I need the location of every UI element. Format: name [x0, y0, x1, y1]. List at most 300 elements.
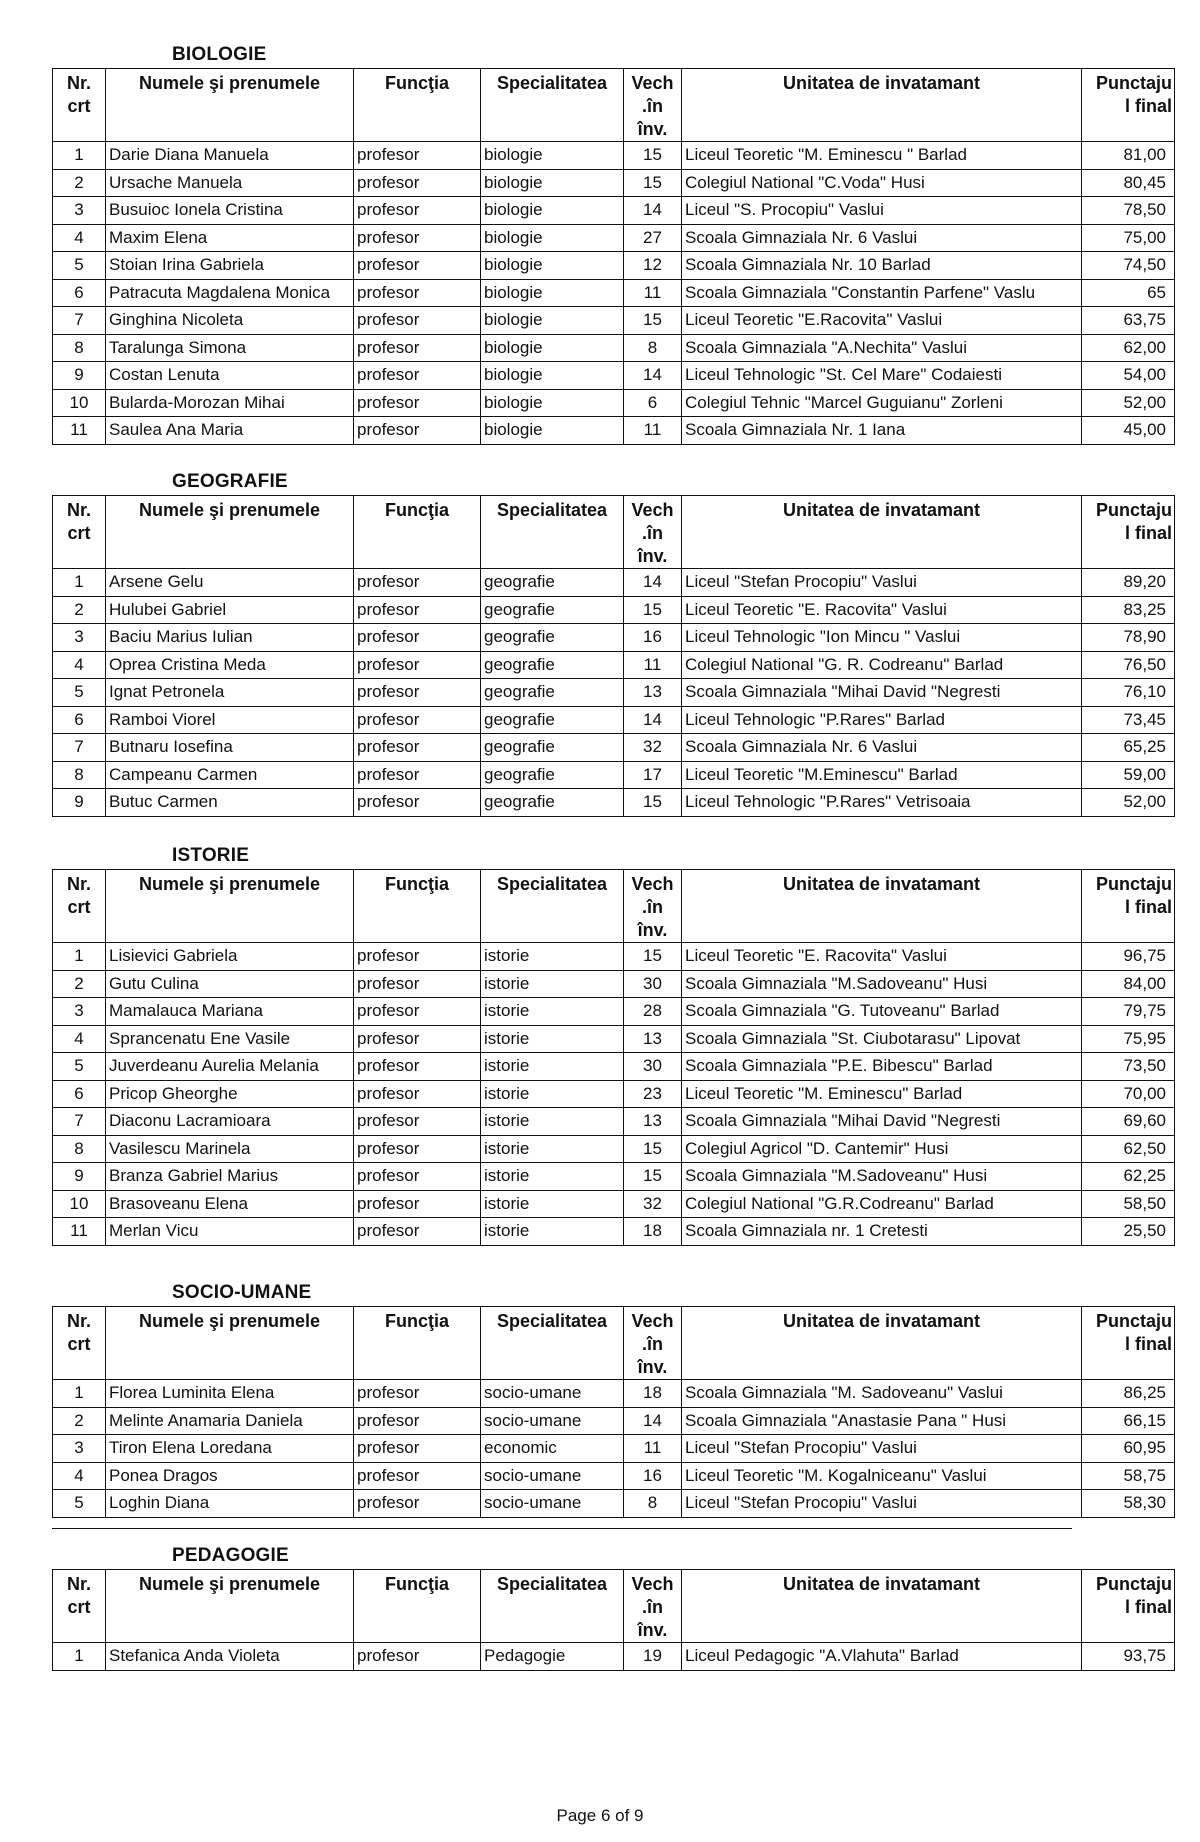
header-nr-crt-label: crt [67, 523, 91, 543]
header-school-label: Unitatea de invatamant [782, 874, 981, 894]
score-cell: 78,90 [1082, 624, 1175, 652]
row-number: 5 [53, 1490, 106, 1518]
header-score-label: l final [1124, 1334, 1172, 1354]
specialty-cell: geografie [481, 789, 624, 817]
function-cell: profesor [354, 389, 481, 417]
header-seniority-label: Vech [631, 1574, 674, 1594]
score-cell: 93,75 [1082, 1643, 1175, 1671]
header-function [354, 69, 481, 142]
header-seniority-label: înv. [637, 119, 668, 139]
score-cell: 78,50 [1082, 197, 1175, 225]
specialty-cell: istorie [481, 1135, 624, 1163]
function-cell: profesor [354, 789, 481, 817]
school-cell: Liceul Tehnologic "St. Cel Mare" Codaiesti [682, 362, 1082, 390]
header-school [682, 1570, 1082, 1643]
teacher-name: Brasoveanu Elena [106, 1190, 354, 1218]
row-number: 5 [53, 1053, 106, 1081]
header-nr-crt [53, 1570, 106, 1643]
score-cell: 75,00 [1082, 224, 1175, 252]
school-cell: Liceul Teoretic "M. Kogalniceanu" Vaslui [682, 1462, 1082, 1490]
row-number: 10 [53, 1190, 106, 1218]
function-cell: profesor [354, 761, 481, 789]
table-row [53, 417, 1175, 445]
header-specialty [481, 870, 624, 943]
specialty-cell: geografie [481, 761, 624, 789]
function-cell: profesor [354, 679, 481, 707]
specialty-cell: biologie [481, 142, 624, 170]
score-cell: 96,75 [1082, 943, 1175, 971]
row-number: 4 [53, 1462, 106, 1490]
row-number: 6 [53, 706, 106, 734]
table-row [53, 1053, 1175, 1081]
results-table [52, 495, 1175, 817]
teacher-name: Oprea Cristina Meda [106, 651, 354, 679]
header-function-label: Funcţia [384, 73, 449, 93]
header-nr-crt [53, 496, 106, 569]
seniority-cell: 14 [624, 569, 682, 597]
header-name [106, 1570, 354, 1643]
header-score-label: l final [1124, 523, 1172, 543]
specialty-cell: istorie [481, 1025, 624, 1053]
row-number: 8 [53, 1135, 106, 1163]
specialty-cell: biologie [481, 279, 624, 307]
divider-line [52, 1528, 1072, 1529]
header-specialty-label: Specialitatea [496, 1574, 608, 1594]
function-cell: profesor [354, 651, 481, 679]
seniority-cell: 12 [624, 252, 682, 280]
score-cell: 83,25 [1082, 596, 1175, 624]
specialty-cell: geografie [481, 569, 624, 597]
header-name-label: Numele şi prenumele [138, 1574, 321, 1594]
score-cell: 62,25 [1082, 1163, 1175, 1191]
header-seniority-label: Vech [631, 500, 674, 520]
function-cell: profesor [354, 1462, 481, 1490]
seniority-cell: 13 [624, 1108, 682, 1136]
header-function-label: Funcţia [384, 874, 449, 894]
header-nr-crt-label: Nr. [66, 500, 91, 520]
header-function-label: Funcţia [384, 500, 449, 520]
row-number: 8 [53, 761, 106, 789]
header-school [682, 69, 1082, 142]
row-number: 1 [53, 943, 106, 971]
row-number: 2 [53, 596, 106, 624]
row-number: 3 [53, 197, 106, 225]
teacher-name: Juverdeanu Aurelia Melania [106, 1053, 354, 1081]
row-number: 9 [53, 1163, 106, 1191]
header-seniority [624, 1570, 682, 1643]
school-cell: Liceul Teoretic "M.Eminescu" Barlad [682, 761, 1082, 789]
seniority-cell: 6 [624, 389, 682, 417]
page-footer: Page 6 of 9 [556, 1806, 644, 1825]
row-number: 7 [53, 1108, 106, 1136]
seniority-cell: 15 [624, 142, 682, 170]
teacher-name: Butuc Carmen [106, 789, 354, 817]
teacher-name: Sprancenatu Ene Vasile [106, 1025, 354, 1053]
specialty-cell: socio-umane [481, 1380, 624, 1408]
row-number: 4 [53, 1025, 106, 1053]
header-nr-crt [53, 69, 106, 142]
section-title: BIOLOGIE [172, 44, 267, 65]
score-cell: 66,15 [1082, 1407, 1175, 1435]
score-cell: 58,75 [1082, 1462, 1175, 1490]
school-cell: Scoala Gimnaziala Nr. 1 Iana [682, 417, 1082, 445]
table-row [53, 1218, 1175, 1246]
specialty-cell: istorie [481, 1080, 624, 1108]
function-cell: profesor [354, 307, 481, 335]
table-row [53, 970, 1175, 998]
score-cell: 65 [1082, 279, 1175, 307]
score-cell: 73,45 [1082, 706, 1175, 734]
teacher-name: Diaconu Lacramioara [106, 1108, 354, 1136]
table-header-row [53, 1307, 1175, 1380]
header-name-label: Numele şi prenumele [138, 1311, 321, 1331]
header-specialty-label: Specialitatea [496, 73, 608, 93]
specialty-cell: biologie [481, 224, 624, 252]
teacher-name: Stefanica Anda Violeta [106, 1643, 354, 1671]
specialty-cell: geografie [481, 596, 624, 624]
table-row [53, 624, 1175, 652]
score-cell: 70,00 [1082, 1080, 1175, 1108]
teacher-name: Bularda-Morozan Mihai [106, 389, 354, 417]
header-score [1082, 496, 1175, 569]
table-row [53, 142, 1175, 170]
function-cell: profesor [354, 734, 481, 762]
table-row [53, 389, 1175, 417]
teacher-name: Tiron Elena Loredana [106, 1435, 354, 1463]
score-cell: 81,00 [1082, 142, 1175, 170]
header-seniority-label: Vech [631, 73, 674, 93]
seniority-cell: 15 [624, 169, 682, 197]
table-row [53, 679, 1175, 707]
header-function [354, 496, 481, 569]
teacher-name: Gutu Culina [106, 970, 354, 998]
score-cell: 80,45 [1082, 169, 1175, 197]
header-seniority-label: înv. [637, 920, 668, 940]
table-row [53, 197, 1175, 225]
seniority-cell: 30 [624, 1053, 682, 1081]
teacher-name: Ponea Dragos [106, 1462, 354, 1490]
header-score-label: l final [1124, 96, 1172, 116]
seniority-cell: 14 [624, 197, 682, 225]
score-cell: 54,00 [1082, 362, 1175, 390]
school-cell: Liceul "Stefan Procopiu" Vaslui [682, 1435, 1082, 1463]
specialty-cell: biologie [481, 334, 624, 362]
specialty-cell: biologie [481, 417, 624, 445]
specialty-cell: istorie [481, 943, 624, 971]
specialty-cell: istorie [481, 1190, 624, 1218]
school-cell: Liceul "Stefan Procopiu" Vaslui [682, 569, 1082, 597]
results-table [52, 68, 1175, 445]
seniority-cell: 14 [624, 362, 682, 390]
header-score-label: Punctaju [1095, 1311, 1172, 1331]
row-number: 1 [53, 1380, 106, 1408]
teacher-name: Arsene Gelu [106, 569, 354, 597]
specialty-cell: socio-umane [481, 1490, 624, 1518]
school-cell: Liceul Teoretic "E. Racovita" Vaslui [682, 596, 1082, 624]
school-cell: Scoala Gimnaziala "Anastasie Pana " Husi [682, 1407, 1082, 1435]
header-function [354, 1570, 481, 1643]
school-cell: Scoala Gimnaziala "G. Tutoveanu" Barlad [682, 998, 1082, 1026]
teacher-name: Ramboi Viorel [106, 706, 354, 734]
function-cell: profesor [354, 1190, 481, 1218]
header-score [1082, 69, 1175, 142]
teacher-name: Pricop Gheorghe [106, 1080, 354, 1108]
specialty-cell: biologie [481, 197, 624, 225]
header-score-label: Punctaju [1095, 73, 1172, 93]
row-number: 5 [53, 679, 106, 707]
teacher-name: Maxim Elena [106, 224, 354, 252]
function-cell: profesor [354, 252, 481, 280]
teacher-name: Merlan Vicu [106, 1218, 354, 1246]
teacher-name: Melinte Anamaria Daniela [106, 1407, 354, 1435]
function-cell: profesor [354, 943, 481, 971]
specialty-cell: biologie [481, 389, 624, 417]
specialty-cell: socio-umane [481, 1407, 624, 1435]
teacher-name: Campeanu Carmen [106, 761, 354, 789]
score-cell: 69,60 [1082, 1108, 1175, 1136]
header-score-label: Punctaju [1095, 874, 1172, 894]
section-title: SOCIO-UMANE [172, 1282, 312, 1303]
table-row [53, 362, 1175, 390]
school-cell: Colegiul Tehnic "Marcel Guguianu" Zorleni [682, 389, 1082, 417]
specialty-cell: geografie [481, 651, 624, 679]
function-cell: profesor [354, 569, 481, 597]
seniority-cell: 8 [624, 334, 682, 362]
row-number: 3 [53, 1435, 106, 1463]
specialty-cell: biologie [481, 252, 624, 280]
teacher-name: Stoian Irina Gabriela [106, 252, 354, 280]
specialty-cell: istorie [481, 1108, 624, 1136]
score-cell: 84,00 [1082, 970, 1175, 998]
header-nr-crt-label: Nr. [66, 1574, 91, 1594]
header-specialty-label: Specialitatea [496, 1311, 608, 1331]
row-number: 1 [53, 142, 106, 170]
table-row [53, 789, 1175, 817]
header-nr-crt-label: Nr. [66, 1311, 91, 1331]
header-seniority [624, 69, 682, 142]
row-number: 11 [53, 417, 106, 445]
header-score [1082, 1307, 1175, 1380]
header-name-label: Numele şi prenumele [138, 73, 321, 93]
table-row [53, 761, 1175, 789]
seniority-cell: 11 [624, 417, 682, 445]
function-cell: profesor [354, 1435, 481, 1463]
teacher-name: Ginghina Nicoleta [106, 307, 354, 335]
school-cell: Colegiul National "G.R.Codreanu" Barlad [682, 1190, 1082, 1218]
school-cell: Scoala Gimnaziala Nr. 10 Barlad [682, 252, 1082, 280]
seniority-cell: 23 [624, 1080, 682, 1108]
header-score-label: l final [1124, 897, 1172, 917]
function-cell: profesor [354, 1025, 481, 1053]
row-number: 7 [53, 734, 106, 762]
function-cell: profesor [354, 279, 481, 307]
table-row [53, 596, 1175, 624]
function-cell: profesor [354, 224, 481, 252]
school-cell: Scoala Gimnaziala "St. Ciubotarasu" Lipovat [682, 1025, 1082, 1053]
header-nr-crt-label: crt [67, 96, 91, 116]
score-cell: 89,20 [1082, 569, 1175, 597]
row-number: 4 [53, 224, 106, 252]
school-cell: Scoala Gimnaziala "M.Sadoveanu" Husi [682, 1163, 1082, 1191]
header-seniority-label: înv. [637, 546, 668, 566]
function-cell: profesor [354, 1490, 481, 1518]
header-school-label: Unitatea de invatamant [782, 73, 981, 93]
score-cell: 59,00 [1082, 761, 1175, 789]
teacher-name: Florea Luminita Elena [106, 1380, 354, 1408]
row-number: 10 [53, 389, 106, 417]
table-row [53, 569, 1175, 597]
school-cell: Colegiul National "G. R. Codreanu" Barlad [682, 651, 1082, 679]
table-row [53, 307, 1175, 335]
seniority-cell: 30 [624, 970, 682, 998]
function-cell: profesor [354, 1218, 481, 1246]
row-number: 3 [53, 998, 106, 1026]
specialty-cell: geografie [481, 734, 624, 762]
table-row [53, 334, 1175, 362]
function-cell: profesor [354, 362, 481, 390]
seniority-cell: 13 [624, 1025, 682, 1053]
seniority-cell: 19 [624, 1643, 682, 1671]
row-number: 3 [53, 624, 106, 652]
table-row [53, 734, 1175, 762]
row-number: 9 [53, 362, 106, 390]
header-seniority-label: Vech [631, 874, 674, 894]
score-cell: 45,00 [1082, 417, 1175, 445]
school-cell: Scoala Gimnaziala "M.Sadoveanu" Husi [682, 970, 1082, 998]
table-row [53, 706, 1175, 734]
function-cell: profesor [354, 1163, 481, 1191]
row-number: 6 [53, 279, 106, 307]
school-cell: Colegiul National "C.Voda" Husi [682, 169, 1082, 197]
score-cell: 73,50 [1082, 1053, 1175, 1081]
table-header-row [53, 1570, 1175, 1643]
school-cell: Scoala Gimnaziala Nr. 6 Vaslui [682, 734, 1082, 762]
table-row [53, 1490, 1175, 1518]
function-cell: profesor [354, 998, 481, 1026]
seniority-cell: 15 [624, 1135, 682, 1163]
header-nr-crt-label: crt [67, 1597, 91, 1617]
score-cell: 86,25 [1082, 1380, 1175, 1408]
score-cell: 79,75 [1082, 998, 1175, 1026]
seniority-cell: 8 [624, 1490, 682, 1518]
table-row [53, 279, 1175, 307]
table-row [53, 224, 1175, 252]
row-number: 6 [53, 1080, 106, 1108]
table-row [53, 252, 1175, 280]
teacher-name: Mamalauca Mariana [106, 998, 354, 1026]
header-seniority [624, 496, 682, 569]
function-cell: profesor [354, 1108, 481, 1136]
score-cell: 52,00 [1082, 789, 1175, 817]
header-seniority-label: .în [642, 1334, 663, 1354]
seniority-cell: 13 [624, 679, 682, 707]
school-cell: Scoala Gimnaziala "Mihai David "Negresti [682, 679, 1082, 707]
function-cell: profesor [354, 1053, 481, 1081]
function-cell: profesor [354, 1080, 481, 1108]
header-score [1082, 870, 1175, 943]
table-header-row [53, 870, 1175, 943]
function-cell: profesor [354, 970, 481, 998]
function-cell: profesor [354, 334, 481, 362]
seniority-cell: 28 [624, 998, 682, 1026]
header-seniority-label: .în [642, 1597, 663, 1617]
header-nr-crt [53, 1307, 106, 1380]
table-row [53, 1435, 1175, 1463]
school-cell: Scoala Gimnaziala "A.Nechita" Vaslui [682, 334, 1082, 362]
header-name [106, 496, 354, 569]
teacher-name: Ursache Manuela [106, 169, 354, 197]
row-number: 9 [53, 789, 106, 817]
specialty-cell: istorie [481, 1218, 624, 1246]
row-number: 5 [53, 252, 106, 280]
seniority-cell: 14 [624, 706, 682, 734]
score-cell: 76,50 [1082, 651, 1175, 679]
table-row [53, 1108, 1175, 1136]
table-row [53, 943, 1175, 971]
specialty-cell: istorie [481, 998, 624, 1026]
school-cell: Liceul Teoretic "E.Racovita" Vaslui [682, 307, 1082, 335]
header-name [106, 69, 354, 142]
header-seniority-label: .în [642, 96, 663, 116]
table-row [53, 651, 1175, 679]
table-row [53, 998, 1175, 1026]
teacher-name: Loghin Diana [106, 1490, 354, 1518]
function-cell: profesor [354, 417, 481, 445]
seniority-cell: 32 [624, 734, 682, 762]
section-title: ISTORIE [172, 845, 250, 866]
specialty-cell: biologie [481, 169, 624, 197]
row-number: 2 [53, 169, 106, 197]
header-school-label: Unitatea de invatamant [782, 500, 981, 520]
teacher-name: Vasilescu Marinela [106, 1135, 354, 1163]
row-number: 8 [53, 334, 106, 362]
score-cell: 60,95 [1082, 1435, 1175, 1463]
seniority-cell: 11 [624, 1435, 682, 1463]
teacher-name: Lisievici Gabriela [106, 943, 354, 971]
teacher-name: Saulea Ana Maria [106, 417, 354, 445]
section-title: PEDAGOGIE [172, 1545, 289, 1566]
header-nr-crt [53, 870, 106, 943]
header-function [354, 1307, 481, 1380]
specialty-cell: economic [481, 1435, 624, 1463]
function-cell: profesor [354, 169, 481, 197]
school-cell: Liceul Tehnologic "P.Rares" Barlad [682, 706, 1082, 734]
header-nr-crt-label: Nr. [66, 874, 91, 894]
header-name [106, 1307, 354, 1380]
school-cell: Liceul Pedagogic "A.Vlahuta" Barlad [682, 1643, 1082, 1671]
header-school-label: Unitatea de invatamant [782, 1311, 981, 1331]
school-cell: Liceul Teoretic "M. Eminescu" Barlad [682, 1080, 1082, 1108]
teacher-name: Busuioc Ionela Cristina [106, 197, 354, 225]
score-cell: 58,50 [1082, 1190, 1175, 1218]
header-school-label: Unitatea de invatamant [782, 1574, 981, 1594]
score-cell: 76,10 [1082, 679, 1175, 707]
table-row [53, 1163, 1175, 1191]
score-cell: 25,50 [1082, 1218, 1175, 1246]
function-cell: profesor [354, 596, 481, 624]
function-cell: profesor [354, 706, 481, 734]
teacher-name: Hulubei Gabriel [106, 596, 354, 624]
school-cell: Scoala Gimnaziala "M. Sadoveanu" Vaslui [682, 1380, 1082, 1408]
header-seniority [624, 1307, 682, 1380]
specialty-cell: biologie [481, 362, 624, 390]
header-specialty [481, 1570, 624, 1643]
header-name-label: Numele şi prenumele [138, 500, 321, 520]
seniority-cell: 16 [624, 624, 682, 652]
seniority-cell: 18 [624, 1380, 682, 1408]
row-number: 4 [53, 651, 106, 679]
header-score-label: Punctaju [1095, 1574, 1172, 1594]
